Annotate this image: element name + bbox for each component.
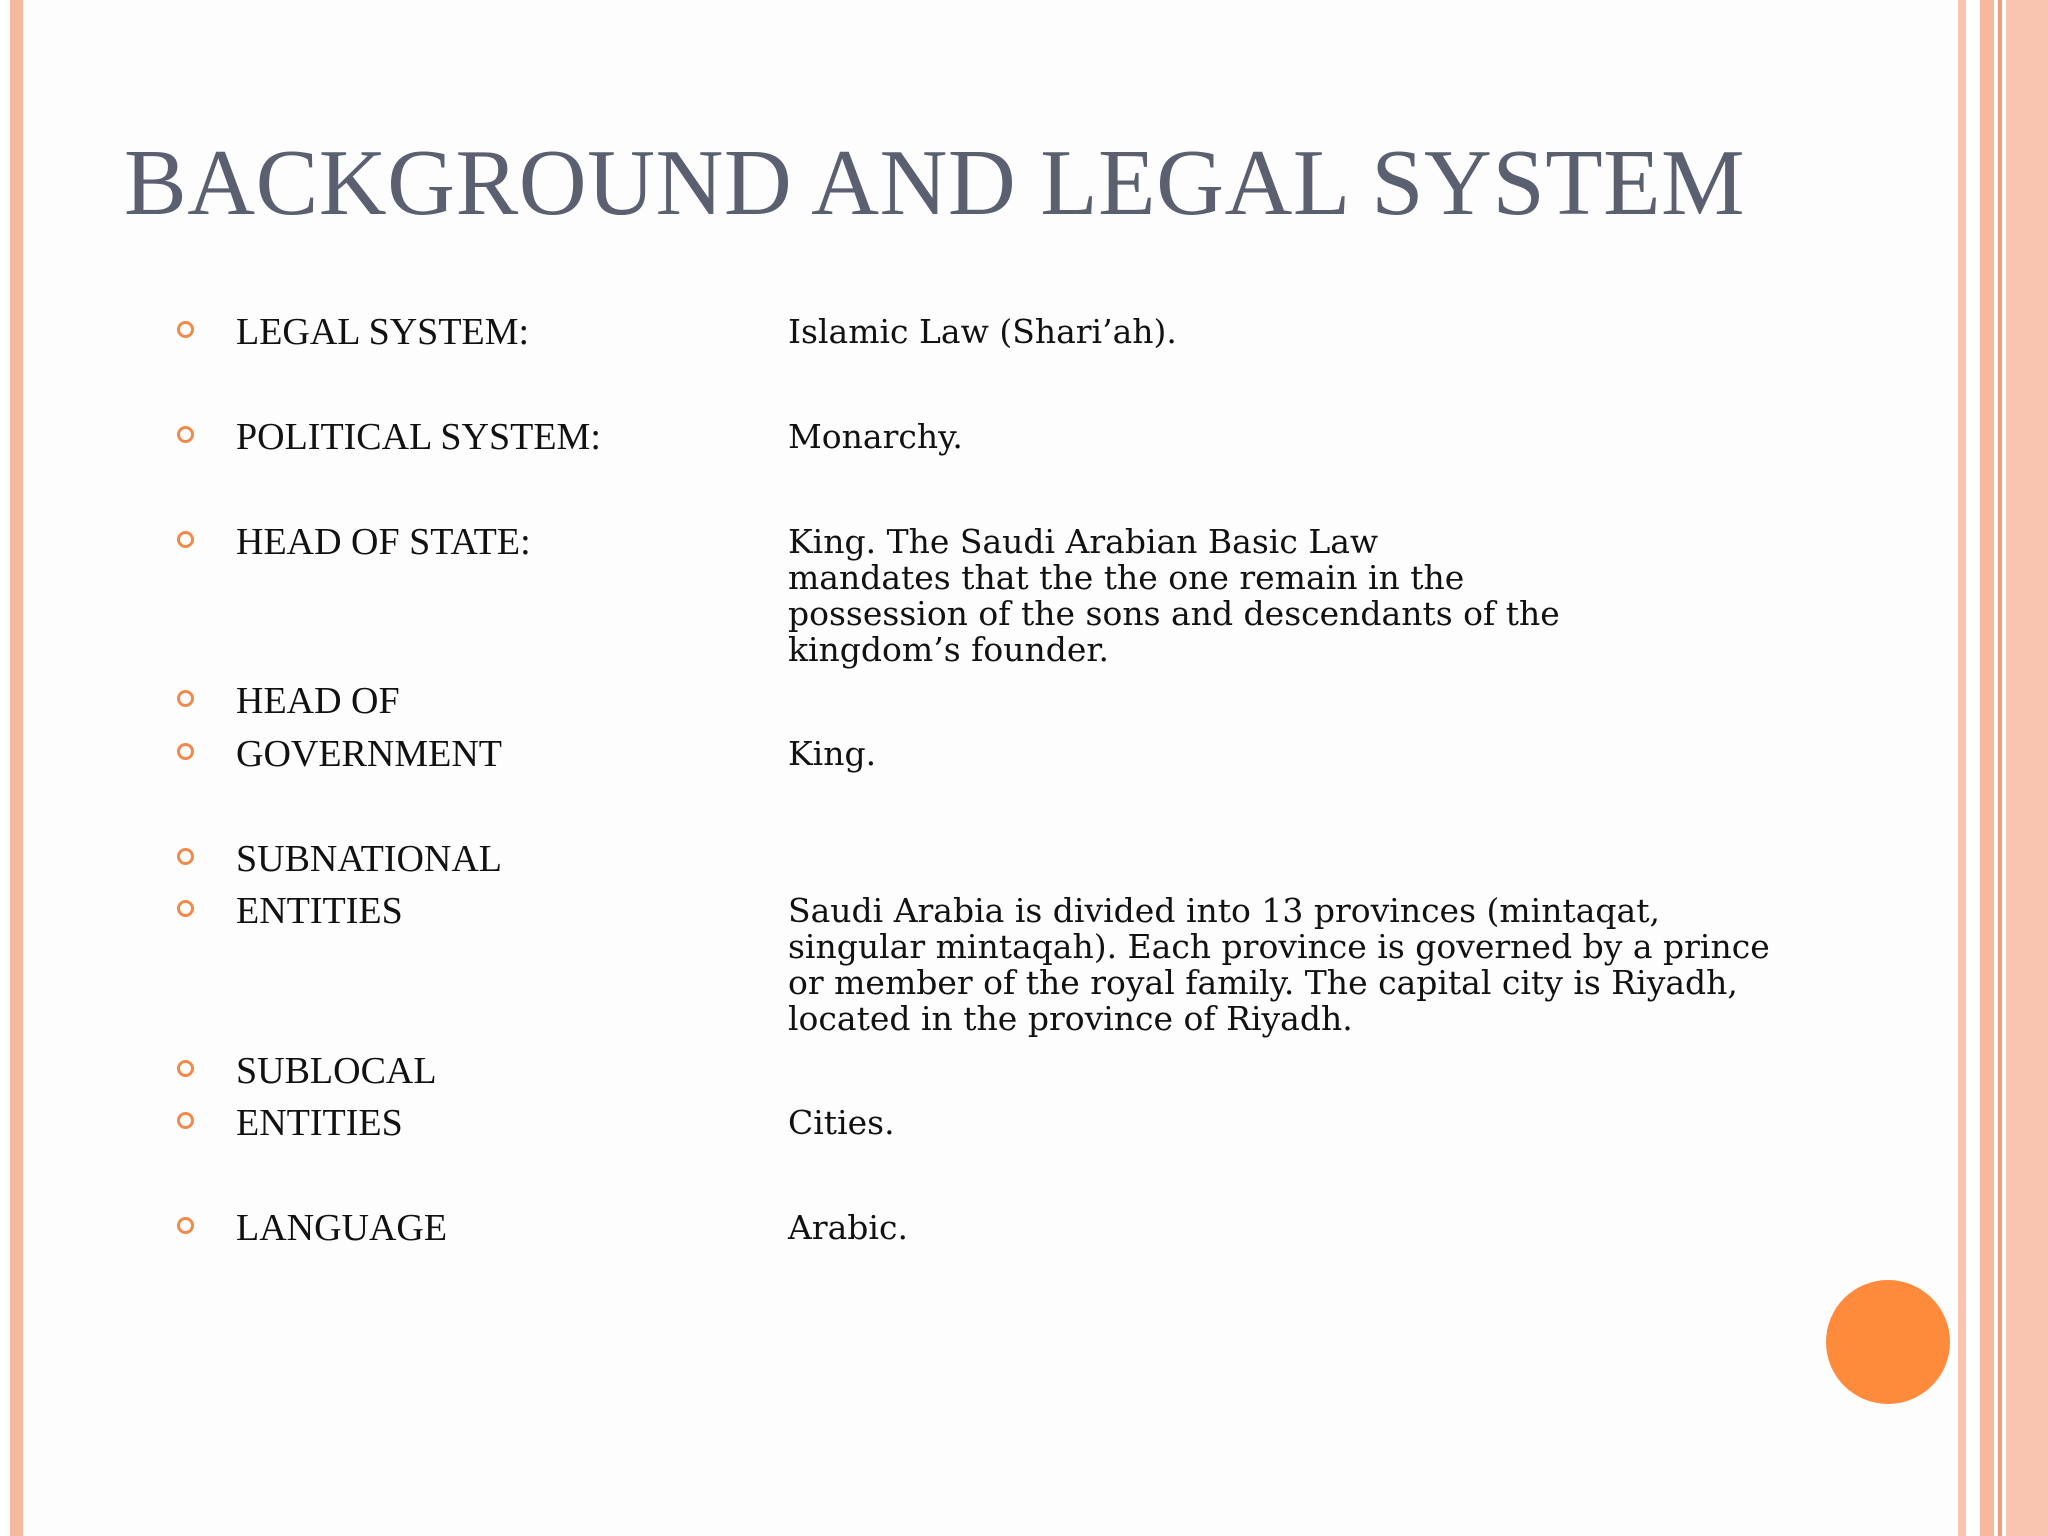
item-label: LANGUAGE [236, 1207, 448, 1249]
right-border-stripe-4 [2006, 0, 2048, 1536]
hollow-circle-bullet-icon [177, 531, 194, 548]
item-value: King. [788, 734, 877, 773]
hollow-circle-bullet-icon [177, 848, 194, 865]
hollow-circle-bullet-icon [177, 321, 194, 338]
item-value: Monarchy. [788, 417, 963, 456]
slide-title: BACKGROUND AND LEGAL SYSTEM [124, 131, 1746, 235]
item-value: Cities. [788, 1103, 895, 1142]
item-label: POLITICAL SYSTEM: [236, 416, 601, 458]
item-label: HEAD OF STATE: [236, 521, 531, 563]
hollow-circle-bullet-icon [177, 743, 194, 760]
hollow-circle-bullet-icon [177, 900, 194, 917]
hollow-circle-bullet-icon [177, 426, 194, 443]
hollow-circle-bullet-icon [177, 690, 194, 707]
item-label: ENTITIES [236, 890, 403, 932]
right-border-stripe-3 [1998, 0, 2002, 1536]
item-value: Saudi Arabia is divided into 13 provinces (mintaqat, singular mintaqah). Each province is governed by a prince or member of the royal family. The capital city is Riyadh, located in the province of Riyadh. [788, 891, 1770, 1038]
right-border-stripe-2 [1980, 0, 1994, 1536]
hollow-circle-bullet-icon [177, 1060, 194, 1077]
item-label: ENTITIES [236, 1102, 403, 1144]
orange-circle-icon [1826, 1280, 1950, 1404]
item-value: Arabic. [788, 1208, 908, 1247]
item-value: Islamic Law (Shari’ah). [788, 312, 1177, 351]
item-label: GOVERNMENT [236, 733, 502, 775]
item-label: SUBNATIONAL [236, 838, 502, 880]
item-label: LEGAL SYSTEM: [236, 311, 530, 353]
hollow-circle-bullet-icon [177, 1217, 194, 1234]
item-value: King. The Saudi Arabian Basic Law mandates that the the one remain in the possession of the sons and descendants of the kingdom’s founder. [788, 522, 1560, 669]
hollow-circle-bullet-icon [177, 1112, 194, 1129]
right-border-stripe-1 [1958, 0, 1966, 1536]
item-label: SUBLOCAL [236, 1050, 437, 1092]
item-label: HEAD OF [236, 680, 400, 722]
